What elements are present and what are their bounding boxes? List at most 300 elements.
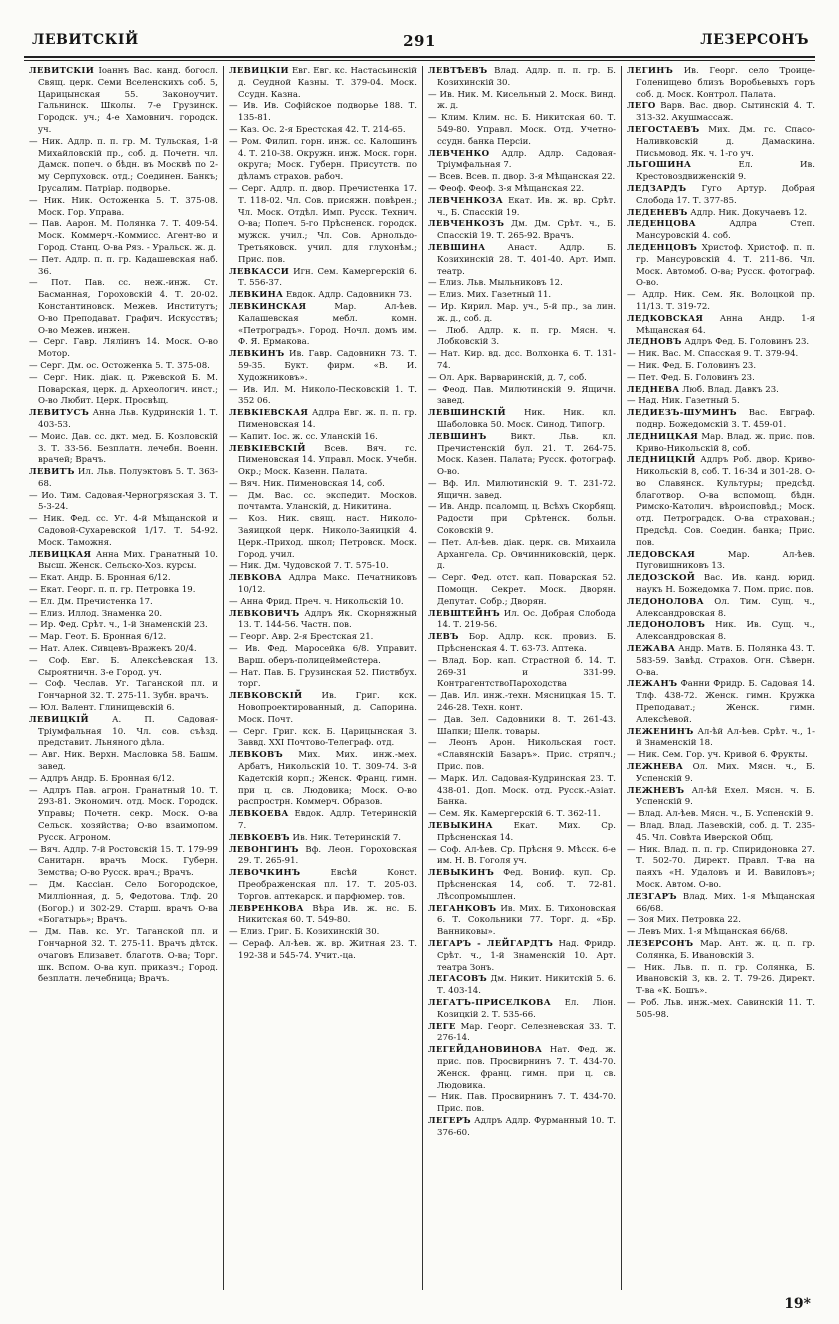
- entry-surname: ЛЕЖЕНИНЪ: [627, 726, 694, 737]
- directory-subentry: [29, 620, 218, 632]
- directory-subentry: [627, 927, 815, 939]
- entry-text: — Над. Ник. Газетный 5.: [627, 396, 740, 407]
- entry-text: — Ник. Фед. Б. Головинъ 23.: [627, 360, 757, 371]
- directory-subentry: [29, 880, 218, 927]
- entry-surname: ЛЕВКИНА: [229, 290, 284, 301]
- directory-subentry: [229, 491, 417, 515]
- entry-text: — Екат. Георг. п. п. гр. Петровка 19.: [29, 585, 196, 596]
- entry-surname: ЛЕВИЦКІЙ: [229, 66, 289, 76]
- directory-subentry: [29, 137, 218, 196]
- entry-text: Мих. Дм. гс. Спасо-Наливковскій д. Дамаскина. Письмовод. Як. ч. 1-го уч.: [636, 124, 815, 159]
- header-left-catchword: ЛЕВИТСКІЙ: [32, 32, 139, 48]
- directory-subentry: [428, 278, 616, 290]
- entry-text: — Серг. Гавр. Ляліинъ 14. Моск. О-во Мотор.: [29, 337, 218, 360]
- entry-text: — Клим. Клим. нс. Б. Никитская 60. Т. 549-80. Управл. Моск. Отд. Учетно-ссудн. банка Персіи.: [428, 113, 616, 147]
- entry-text: Адлра Евг. ж. п. п. гр. Пименовская 14.: [238, 408, 417, 430]
- directory-entry: [627, 550, 815, 574]
- entry-text: — Юл. Валент. Глинищевскій 6.: [29, 703, 175, 714]
- directory-entry: [229, 408, 417, 432]
- directory-subentry: [428, 349, 616, 373]
- directory-subentry: [29, 750, 218, 774]
- directory-subentry: [428, 373, 616, 385]
- entry-text: — Ел. Дм. Пречистенка 17.: [29, 596, 153, 607]
- entry-text: — Капит. Іос. ж. сс. Уланскій 16.: [229, 431, 378, 442]
- directory-subentry: [29, 491, 218, 515]
- directory-subentry: [29, 703, 218, 715]
- entry-text: Дм. Никит. Никитскій 5. 6. Т. 403-14.: [437, 974, 616, 997]
- entry-text: — Ив. Фед. Маросейка 6/8. Управит. Варш. оберъ-полицеймейстера.: [229, 644, 417, 666]
- entry-text: — Ник. Ник. Остоженка 5. Т. 375-08. Моск. Гор. Управа.: [29, 195, 218, 218]
- directory-entry: [229, 290, 417, 302]
- directory-entry: [627, 184, 815, 208]
- directory-subentry: [229, 137, 417, 184]
- directory-subentry: [29, 432, 218, 467]
- directory-subentry: [229, 644, 417, 668]
- column-1: [24, 66, 223, 1290]
- entry-text: Анна Льв. Кудринскій 1. Т. 403-53.: [38, 408, 218, 430]
- directory-subentry: [29, 774, 218, 786]
- directory-subentry: [428, 290, 616, 302]
- directory-entry: [627, 208, 815, 220]
- directory-subentry: [428, 809, 616, 821]
- entry-surname: ЛЕВКИНСКАЯ: [229, 301, 307, 312]
- directory-entry: [627, 160, 815, 184]
- directory-subentry: [229, 727, 417, 751]
- directory-subentry: [428, 845, 616, 869]
- entry-text: — Ник. Фед. сс. Уг. 4-й Мѣщанской и Садовой-Сухаревской 1/17. Т. 54-92. Моск. Таможня.: [29, 514, 218, 548]
- entry-text: — Адлръ Пав. агрон. Гранатный 10. Т. 293-81. Экономич. отд. Моск. Городск. Управы; Почетн. секр. Моск. О-ва Сельск. хозяйства; О-во взаимопом. Русск. Агроном.: [29, 785, 218, 843]
- directory-entry: [229, 302, 417, 349]
- directory-subentry: [627, 349, 815, 361]
- directory-subentry: [428, 479, 616, 503]
- entry-text: — Елиз. Мих. Газетный 11.: [428, 290, 552, 301]
- entry-text: Екат. Ив. ж. вр. Срѣт. ч., Б. Спасскій 19.: [437, 195, 616, 218]
- entry-text: — Сем. Як. Камергерскій 6. Т. 362-11.: [428, 809, 601, 820]
- directory-entry: [428, 196, 616, 220]
- entry-text: Викт. Льв. кл. Пречистенскій бул. 21. Т. 264-75. Моск. Казен. Палата; Русск. фотограф. О-во.: [437, 431, 616, 478]
- entry-text: Ал-ѣй Ал-ѣев. Срѣт. ч., 1-й Знаменскій 18.: [636, 726, 815, 749]
- directory-entry: [29, 408, 218, 432]
- directory-entry: [229, 691, 417, 726]
- directory-entry: [428, 243, 616, 278]
- entry-text: — Ив. Ил. М. Николо-Песковскій 1. Т. 352 06.: [229, 384, 417, 407]
- signature-mark: 19*: [784, 1296, 811, 1312]
- column-3: [422, 66, 621, 1290]
- entry-surname: ЛЕДИЕЗЪ-ШУМИНЪ: [627, 408, 737, 419]
- directory-entry: [428, 632, 616, 656]
- entry-surname: ЛЕГАНКОВЪ: [428, 903, 497, 914]
- entry-text: Мар. Георг. Селезневская 33. Т. 276-14.: [437, 1021, 616, 1044]
- directory-subentry: [229, 184, 417, 267]
- directory-entry: [428, 1045, 616, 1092]
- entry-surname: ЛЕДЕНЕВЪ: [627, 207, 688, 218]
- entry-text: — Дм. Вас. сс. экспедит. Москов. почтамта. Уланскій, д. Никитина.: [229, 490, 417, 513]
- entry-text: — Соф. Ал-ѣев. Ср. Прѣсня 9. Мѣсск. 6-е им. Н. В. Гоголя уч.: [428, 844, 616, 867]
- entry-text: Фанни Фридр. Б. Садовая 14. Тлф. 438-72. Женск. гимн. Кружка Преподават.; Женск. гимн. Алексѣевой.: [636, 679, 815, 725]
- directory-entry: [627, 620, 815, 644]
- entry-text: Влад. Мих. 1-я Мѣщанская 66/68.: [636, 891, 815, 914]
- entry-text: — Ник. Дм. Чудовской 7. Т. 575-10.: [229, 561, 389, 572]
- directory-entry: [627, 727, 815, 751]
- entry-text: Ник. Ник. кл. Шаболовка 50. Моск. Синод. Типогр.: [437, 408, 616, 430]
- directory-entry: [229, 444, 417, 479]
- entry-text: — Вяч. Ник. Пименовская 14, соб.: [229, 478, 385, 489]
- directory-subentry: [428, 573, 616, 608]
- directory-subentry: [428, 184, 616, 196]
- entry-text: Анаст. Адлр. Б. Козихинскій 28. Т. 401-40. Арт. Имп. театр.: [437, 242, 616, 277]
- entry-text: Адлр. Адлр. Садовая-Тріумфальная 7.: [437, 148, 616, 171]
- directory-subentry: [29, 585, 218, 597]
- entry-text: Мих. Мих. инж.-мех. Арбатъ, Никольскій 10. Т. 309-74. 3-й Кадетскій корп.; Женск. Франц. гимн. при ц. св. Людовика; Моск. О-во распрострн. Коммерч. Образов.: [238, 750, 417, 808]
- entry-text: — Феод. Пав. Милютинскій 9. Ящичн. завед.: [428, 384, 616, 407]
- entry-surname: ЛЕЗГАРЪ: [627, 891, 677, 902]
- directory-entry: [428, 939, 616, 974]
- directory-subentry: [29, 786, 218, 845]
- entry-text: — Ив. Андр. псаломщ. ц. Всѣхъ Скорбящ. Радости при Срѣтенск. больн. Соковскій 9.: [428, 502, 616, 537]
- entry-surname: ЛЕВИЦКАЯ: [29, 549, 92, 560]
- header-right-catchword: ЛЕЗЕРСОНЪ: [700, 32, 809, 48]
- entry-text: Адлръ Фед. Б. Головинъ 23.: [681, 337, 810, 348]
- entry-surname: ЛЕВИЦКІЙ: [29, 714, 89, 725]
- entry-text: — Всев. Всев. п. двор. 3-я Мѣщанская 22.: [428, 172, 616, 183]
- directory-subentry: [229, 597, 417, 609]
- directory-entry: [428, 149, 616, 173]
- directory-entry: [627, 101, 815, 125]
- entry-surname: ЛЕВОНГИНЪ: [229, 844, 299, 855]
- entry-surname: ЛЕДЕНЦОВЪ: [627, 242, 698, 253]
- entry-text: Ив. Григ. кск. Новопроектированный, д. Сапорина. Моск. Почт.: [238, 691, 417, 725]
- entry-text: — Моис. Дав. сс. дкт. мед. Б. Козловскій 3. Т. 33-56. Безплатн. лечебн. Военн. врачей; Врачъ.: [29, 431, 218, 466]
- entry-surname: ЛЕДНЕВА: [627, 384, 680, 395]
- directory-entry: [627, 432, 815, 456]
- entry-text: Адлра Макс. Печатниковъ 10/12.: [238, 573, 417, 596]
- directory-subentry: [627, 845, 815, 892]
- entry-text: Нат. Фед. ж. прис. пов. Просвирнинъ 7. Т. 434-70. Женск. франц. гимн. при ц. св. Людовика.: [437, 1045, 616, 1091]
- entry-text: Евдок. Адлр. Тетеринскій 7.: [238, 809, 417, 831]
- directory-subentry: [627, 290, 815, 314]
- entry-surname: ЛЕВШИНЪ: [428, 431, 487, 442]
- entry-text: — Дм. Пав. кс. Уг. Таганской пл. и Гончарной 32. Т. 275-11. Врачъ дѣтск. очаговъ Елизавет. благотв. О-ва; Торг. шк. Вспом. О-ва куп. приказч.; Город. безплатн. лечебница; Врачъ.: [29, 927, 218, 985]
- entry-surname: ЛЕГОСТАЕВЪ: [627, 124, 700, 135]
- directory-entry: [627, 597, 815, 621]
- entry-text: — Ник. Адлр. п. п. гр. М. Тульская, 1-й Михайловскій пр., соб. д. Почетн. чл. Дамск. попеч. о бѣдн. въ Москвѣ по 2-му Серпуховск. отд.; Соединен. Банкъ; Ірусалим. Патріар. подворье.: [29, 136, 218, 194]
- entry-text: Адлръ Роб. двор. Криво-Никольскій 8, соб. Т. 16-34 и 301-28. О-во Славянск. Культуры; предсѣд. благотвор. О-ва вспомощ. бѣдн. Римско-Католич. вѣроисповѣд.; Моск. отд. Петроградск. О-ва страхован.; Предсѣд. Сов. Соедин. банка; Прис. пов.: [636, 455, 815, 548]
- entry-text: — Ир. Кирил. Мар. уч., 5-й пр., за лин. ж. д., соб. д.: [428, 301, 616, 324]
- entry-text: — Анна Фрид. Преч. ч. Никольскій 10.: [229, 596, 404, 607]
- entry-surname: ЛЕВИТСКІЙ: [29, 66, 95, 76]
- entry-text: — Серг. Ник. діак. ц. Ржевской Б. М. Поварская, церк. д. Археологич. инст.; О-во Любит. Церк. Просвѣщ.: [29, 372, 218, 407]
- directory-subentry: [29, 337, 218, 361]
- entry-text: — Ник. Вас. М. Спасская 9. Т. 379-94.: [627, 349, 799, 360]
- directory-subentry: [229, 479, 417, 491]
- entry-text: Вас. Евграф. поднр. Божедомскій 3. Т. 459-01.: [636, 408, 815, 430]
- entry-surname: ЛЕВКОЕВА: [229, 809, 289, 820]
- entry-surname: ЛЕГЕРЪ: [428, 1115, 471, 1126]
- entry-surname: ЛЕДОЗСКОЙ: [627, 573, 696, 584]
- directory-subentry: [29, 609, 218, 621]
- directory-entry: [428, 974, 616, 998]
- entry-text: — Ир. Фед. Срѣт. ч., 1-й Знаменскій 23.: [29, 620, 208, 631]
- entry-surname: ЛЕГЕЙДАНОВИНОВА: [428, 1045, 543, 1056]
- directory-entry: [627, 219, 815, 243]
- directory-entry: [29, 715, 218, 750]
- directory-entry: [627, 408, 815, 432]
- entry-text: — Влад. Влад. Лазевскій, соб. д. Т. 235-45. Чл. Совѣта Иверской Общ.: [627, 821, 815, 843]
- entry-text: — Пет. Адлр. п. п. гр. Кадашевская наб. 36.: [29, 254, 218, 277]
- entry-text: — Серг. Адлр. п. двор. Пречистенка 17. Т. 118-02. Чл. Сов. присяжн. повѣрен.; Чл. Моск. Отдѣл. Имп. Русск. Технич. О-ва; Попеч. 5-го Прѣсненск. городск. мужск. учил.; Чл. Сов. Арнольдо-Третьяковск. учил. для глухонѣм.; Прис. пов.: [229, 183, 417, 265]
- directory-entry: [428, 998, 616, 1022]
- entry-text: — Георг. Авр. 2-я Брестская 21.: [229, 632, 374, 643]
- entry-text: — Серг. Дм. ос. Остоженка 5. Т. 375-08.: [29, 360, 210, 371]
- directory-entry: [229, 833, 417, 845]
- directory-subentry: [29, 219, 218, 254]
- entry-text: Евдок. Адлр. Садовникн 73.: [283, 290, 412, 301]
- directory-subentry: [428, 385, 616, 409]
- directory-subentry: [428, 172, 616, 184]
- entry-surname: ЛЕВТѢЕВЪ: [428, 66, 488, 76]
- entry-text: — Ром. Филип. горн. инж. сс. Калошинъ 4. Т. 210-38. Окружн. инж. Моск. горн. округа; Моск. Губерн. Присутств. по дѣламъ страхов. рабоч.: [229, 136, 417, 183]
- entry-text: Ив. Мих. Б. Тихоновская 6. Т. Сокольники 77. Торг. д. «Бр. Ванниковы».: [437, 903, 616, 938]
- directory-entry: [627, 762, 815, 786]
- directory-subentry: [29, 845, 218, 880]
- entry-text: Мар. Ал-ѣев. Пуговишниковъ 13.: [636, 549, 815, 572]
- entry-text: Евсѣй Конст. Преображенская пл. 17. Т. 205-03. Торгов. аптекарск. и парфюмер. тов.: [238, 868, 417, 902]
- entry-surname: ЛЕВШИНА: [428, 242, 486, 253]
- directory-entry: [627, 66, 815, 101]
- directory-entry: [428, 408, 616, 432]
- entry-text: — Сераф. Ал-ѣев. ж. вр. Житная 23. Т. 192-38 и 545-74. Учит.-ца.: [229, 938, 417, 961]
- entry-text: Ник. Ив. Сущ. ч., Александровская 8.: [636, 620, 815, 643]
- column-2: [223, 66, 422, 1290]
- entry-text: — Зоя Мих. Петровка 22.: [627, 915, 741, 926]
- header-rule-thin: [24, 60, 815, 61]
- entry-text: Варв. Вас. двор. Сытинскій 4. Т. 313-32. Акушмассаж.: [636, 101, 815, 124]
- entry-surname: ЛЕДЕНЦОВА: [627, 219, 696, 230]
- directory-subentry: [627, 915, 815, 927]
- entry-text: Мар. Ант. ж. ц. п. гр. Солянка, Б. Ивановскій 3.: [636, 938, 815, 961]
- directory-subentry: [29, 255, 218, 279]
- directory-subentry: [627, 396, 815, 408]
- entry-surname: ЛЕВШТЕЙНЪ: [428, 608, 501, 619]
- directory-subentry: [428, 691, 616, 715]
- entry-surname: ЛЕДНИЦКІЙ: [627, 455, 696, 466]
- entry-surname: ЛЕЖНЕВА: [627, 762, 684, 773]
- entry-text: — Ник. Сем. Гор. уч. Кривой 6. Фрукты.: [627, 750, 808, 761]
- entry-text: — Вф. Ил. Милютинскій 9. Т. 231-72. Ящичн. завед.: [428, 478, 616, 501]
- entry-surname: ЛЕДЗАРДЪ: [627, 183, 687, 194]
- entry-text: — Елиз. Григ. Б. Козихинскій 30.: [229, 927, 380, 938]
- directory-subentry: [428, 90, 616, 114]
- directory-entry: [29, 550, 218, 574]
- entry-surname: ЛЕДОНОЛОВЪ: [627, 620, 706, 631]
- directory-subentry: [229, 561, 417, 573]
- directory-entry: [627, 892, 815, 916]
- directory-subentry: [29, 278, 218, 337]
- entry-surname: ЛЕВЧЕНКО: [428, 148, 490, 159]
- entry-surname: ЛЕВЧЕНКОЗЪ: [428, 219, 505, 230]
- entry-text: Анна Мих. Гранатный 10. Высш. Женск. Сельско-Хоз. курсы.: [38, 549, 218, 572]
- entry-surname: ЛЕДОВСКАЯ: [627, 549, 696, 560]
- directory-entry: [29, 66, 218, 137]
- entry-surname: ЛЕВЫКИНА: [428, 821, 493, 831]
- header-rule: [24, 56, 815, 58]
- directory-entry: [627, 786, 815, 810]
- entry-text: — Мар. Геот. Б. Бронная 6/12.: [29, 632, 167, 643]
- directory-entry: [428, 609, 616, 633]
- entry-text: — Люб. Адлр. к. п. гр. Мясн. ч. Лобковскій 3.: [428, 325, 616, 348]
- entry-text: — Нат. Кир. вд. дсс. Волхонка 6. Т. 131-74.: [428, 349, 616, 371]
- directory-entry: [627, 644, 815, 679]
- entry-text: — Дм. Кассіан. Село Богородское, Милліонная, д. 5, Федотова. Тлф. 20 (Богор.) и 302-29. Старш. врачъ О-ва «Богатырь»; Врачъ.: [29, 879, 218, 926]
- entry-text: Вѣра Ив. ж. нс. Б. Никитская 60. Т. 549-80.: [238, 903, 417, 926]
- entry-text: — Ив. Ив. Софійское подворье 188. Т. 135-81.: [229, 101, 417, 124]
- directory-subentry: [627, 998, 815, 1022]
- entry-surname: ЛЕВШИНСКІЙ: [428, 408, 506, 419]
- entry-surname: ЛЕВИТЪ: [29, 467, 75, 478]
- entry-text: Бор. Адлр. кск. провиз. Б. Прѣсненская 4. Т. 63-73. Аптека.: [437, 632, 616, 655]
- entry-surname: ЛЬГОШИНА: [627, 160, 692, 171]
- directory-subentry: [428, 326, 616, 350]
- directory-entry: [428, 1022, 616, 1046]
- entry-text: А. П. Садовая-Тріумфальная 10. Чл. сов. съѣзд. представит. Льняного дѣла.: [38, 714, 218, 749]
- directory-entry: [627, 337, 815, 349]
- entry-text: Евг. Евг. кс. Настасьинскій д. Сеудной Казны. Т. 379-04. Моск. Ссудн. Казна.: [238, 66, 417, 100]
- column-4: [621, 66, 820, 1290]
- entry-text: Ол. Мих. Мясн. ч., Б. Успенскій 9.: [636, 762, 815, 784]
- entry-text: — Адлр. Ник. Сем. Як. Волоцкой пр. 11/13. Т. 319-72.: [627, 290, 815, 312]
- entry-text: — Ник. Влад. п. п. гр. Спиридоновка 27. Т. 502-70. Директ. Правл. Т-ва на паяхъ «Н. Удаловъ и И. Вавиловъ»; Моск. Автом. О-во.: [627, 844, 815, 890]
- entry-surname: ЛЕГИНЪ: [627, 66, 674, 76]
- entry-text: — Соф. Чеслав. Уг. Таганской пл. и Гончарной 32. Т. 275-11. Зубн. врачъ.: [29, 679, 218, 702]
- directory-entry: [428, 219, 616, 243]
- entry-text: Ол. Тим. Сущ. ч., Александровская 8.: [636, 596, 815, 619]
- directory-entry: [229, 66, 417, 101]
- entry-surname: ЛЕДОНОЛОВА: [627, 596, 704, 607]
- entry-surname: ЛЕГАТЪ-ПРИСЕЛКОВА: [428, 997, 551, 1008]
- directory-subentry: [29, 196, 218, 220]
- directory-entry: [428, 1116, 616, 1140]
- entry-text: Адлръ Як. Скорняжный 13. Т. 144-56. Частн. пов.: [238, 608, 417, 631]
- directory-entry: [428, 66, 616, 90]
- entry-text: — Пот. Пав. сс. неж.-инж. Ст. Басманная, Гороховскій 4. Т. 20-02. Константиновск. Межев. Институтъ; О-во Преподават. Графич. Искусствъ; О-во Межев. инжен.: [29, 278, 218, 336]
- entry-text: — Ол. Арк. Варваринскій, д. 7, соб.: [428, 372, 587, 383]
- directory-entry: [627, 314, 815, 338]
- directory-subentry: [428, 1092, 616, 1116]
- entry-text: Гуго Артур. Добрая Слобода 17. Т. 377-85.: [636, 183, 815, 206]
- entry-text: Над. Фридр. Срѣт. ч., 1-й Знаменскій 10. Арт. театра Зонъ.: [437, 938, 616, 973]
- entry-text: Ив. Георг. село Троице-Голенищево близъ Воробьевыхъ горъ соб. д. Моск. Контрол. Палата.: [636, 66, 815, 100]
- directory-subentry: [229, 927, 417, 939]
- entry-text: — Роб. Льв. инж.-мех. Савинскій 11. Т. 505-98.: [627, 997, 815, 1020]
- directory-subentry: [627, 750, 815, 762]
- directory-subentry: [29, 514, 218, 549]
- entry-text: — Дав. Ил. инж.-техн. Мясницкая 15. Т. 246-28. Техн. конт.: [428, 691, 616, 714]
- entry-text: — Пав. Аарон. М. Полянка 7. Т. 409-54. Моск. Коммерч.-Коммисс. Агент-во и Город. Станц. О-ва Ряз. - Уральск. ж. д.: [29, 219, 218, 253]
- directory-subentry: [29, 632, 218, 644]
- entry-text: Ив. Гавр. Садовникн 73. Т. 59-35. Букт. фирм. «В. И. Художниковъ».: [238, 349, 417, 383]
- entry-surname: ЛЕЖАВА: [627, 644, 676, 655]
- directory-subentry: [29, 927, 218, 986]
- directory-entry: [428, 868, 616, 903]
- entry-surname: ЛЕВОЧКИНЪ: [229, 868, 301, 879]
- directory-subentry: [229, 125, 417, 137]
- entry-text: — Феоф. Феоф. 3-я Мѣщанская 22.: [428, 183, 585, 194]
- entry-text: Ил. Ос. Добрая Слобода 14. Т. 219-56.: [437, 608, 616, 631]
- directory-subentry: [29, 644, 218, 656]
- directory-subentry: [428, 656, 616, 691]
- entry-surname: ЛЕВКОВА: [229, 573, 282, 584]
- directory-subentry: [29, 573, 218, 585]
- entry-surname: ЛЕГО: [627, 101, 656, 112]
- entry-surname: ЛЕДНИЦКАЯ: [627, 431, 699, 442]
- entry-surname: ЛЕГАРЪ - ЛЕЙГАРДТЪ: [428, 938, 554, 949]
- directory-subentry: [229, 632, 417, 644]
- entry-text: Андр. Матв. Б. Полянка 43. Т. 583-59. Завѣд. Страхов. Огн. Сѣверн. О-ва.: [636, 644, 815, 678]
- directory-entry: [627, 385, 815, 397]
- directory-subentry: [627, 361, 815, 373]
- entry-text: — Ив. Ник. М. Кисельный 2. Моск. Винд. ж. д.: [428, 89, 616, 112]
- directory-subentry: [428, 774, 616, 809]
- entry-text: Дм. Дм. Срѣт. ч., Б. Спасскій 19. Т. 265-92. Врачъ.: [437, 219, 616, 242]
- entry-surname: ЛЕГЕ: [428, 1021, 456, 1032]
- page-header: [24, 32, 815, 56]
- directory-entry: [229, 349, 417, 384]
- page-number: 291: [403, 32, 436, 50]
- directory-subentry: [428, 302, 616, 326]
- directory-entry: [229, 267, 417, 291]
- directory-subentry: [229, 432, 417, 444]
- directory-subentry: [428, 538, 616, 573]
- directory-entry: [627, 125, 815, 160]
- entry-surname: ЛЕВКІЕВСКАЯ: [229, 408, 309, 419]
- entry-surname: ЛЕГАСОВЪ: [428, 974, 487, 985]
- entry-text: Ел. Ліон. Козицкій 2. Т. 535-66.: [437, 997, 616, 1020]
- directory-entry: [428, 904, 616, 939]
- entry-text: Всев. Вяч. гс. Пименовская 14. Управл. Моск. Учебн. Окр.; Моск. Казенн. Палата.: [238, 443, 417, 478]
- directory-subentry: [229, 385, 417, 409]
- entry-surname: ЛЕЖНЕВЪ: [627, 785, 685, 796]
- directory-columns: [24, 66, 820, 1290]
- directory-entry: [627, 455, 815, 549]
- directory-entry: [627, 243, 815, 290]
- directory-entry: [229, 845, 417, 869]
- entry-text: — Елиз. Иллод. Знаменка 20.: [29, 608, 163, 619]
- entry-surname: ЛЕВЫКИНЪ: [428, 868, 495, 879]
- directory-subentry: [29, 361, 218, 373]
- entry-surname: ЛЕВКОЕВЪ: [229, 832, 290, 843]
- entry-text: Влад. Адлр. п. п. гр. Б. Козихинскій 30.: [437, 66, 616, 88]
- entry-text: — Ник. Льв. п. п. гр. Солянка, Б. Ивановскій 3, кв. 2. Т. 79-26. Директ. Т-ва «К. Бошъ».: [627, 962, 815, 997]
- entry-surname: ЛЕВЧЕНКОЗА: [428, 195, 504, 206]
- entry-text: — Серг. Фед. отст. кап. Поварская 52. Помощн. Секрет. Моск. Дворян. Депутат. Собр.; Дворян.: [428, 573, 616, 607]
- entry-text: — Левъ Мих. 1-я Мѣщанская 66/68.: [627, 927, 788, 938]
- entry-text: Фед. Вониф. куп. Ср. Прѣсненская 14, соб. Т. 72-81. Лѣсопромышлен.: [437, 868, 616, 902]
- entry-text: Игн. Сем. Камергерскій 6. Т. 556-37.: [238, 266, 417, 289]
- directory-entry: [627, 573, 815, 597]
- directory-entry: [627, 679, 815, 726]
- directory-subentry: [428, 502, 616, 537]
- directory-subentry: [627, 809, 815, 821]
- entry-text: Ив. Ник. Тетеринскій 7.: [289, 832, 402, 843]
- entry-text: Христоф. Христоф. п. п. гр. Мансуровскій 4. Т. 211-86. Чл. Моск. Автомоб. О-ва; Русск. фотограф. О-во.: [636, 242, 815, 289]
- entry-text: Люб. Влад. Давкъ 23.: [679, 384, 779, 395]
- entry-text: Вф. Леон. Гороховская 29. Т. 265-91.: [238, 844, 417, 867]
- directory-entry: [627, 939, 815, 963]
- entry-text: — Нат. Алек. Сивцевъ-Вражекъ 20/4.: [29, 644, 197, 655]
- entry-text: — Серг. Григ. кск. Б. Царицынская 3. Заввд. XXI Почтово-Телеграф. отд.: [229, 726, 417, 749]
- entry-surname: ЛЕВКОВИЧЪ: [229, 608, 300, 619]
- directory-entry: [229, 904, 417, 928]
